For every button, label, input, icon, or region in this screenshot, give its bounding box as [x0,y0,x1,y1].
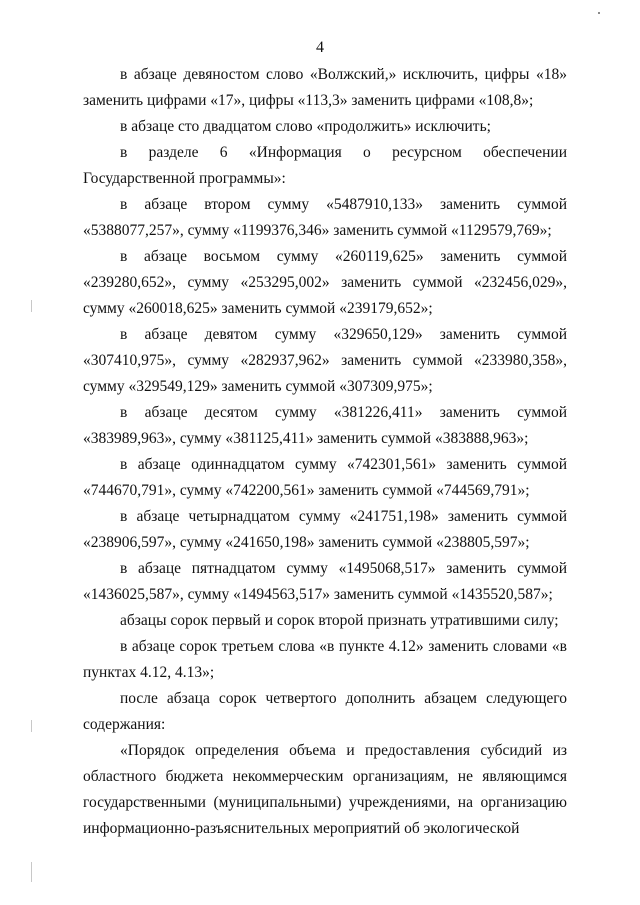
paragraph-2: в абзаце сто двадцатом слово «продолжить» исключить; [120,118,491,135]
scan-mark-top-right [598,12,600,14]
paragraph-13: после абзаца сорок четвертого дополнить абзацем следующего содержания: [83,690,567,733]
document-body [83,62,567,842]
paragraph-11: абзацы сорок первый и сорок второй признать утратившими силу; [120,612,559,629]
page-number: 4 [316,39,324,56]
paragraph-14: «Порядок определения объема и предоставления субсидий из областного бюджета некоммерческим организациям, не являющимся государственными (муниципальными) учреждениями, на организацию информационно-разъяснительных мероприятий об экологической [83,742,567,837]
paragraph-4: в абзаце втором сумму «5487910,133» заменить суммой «5388077,257», сумму «1199376,346» заменить суммой «1129579,769»; [83,196,567,239]
paragraph-5: в абзаце восьмом сумму «260119,625» заменить суммой «239280,652», сумму «253295,002» заменить суммой «232456,029», сумму «260018,625» заменить суммой «239179,652»; [83,248,567,317]
scan-mark-left-2 [31,720,32,732]
scan-mark-left-1 [31,300,32,312]
paragraph-12: в абзаце сорок третьем слова «в пункте 4.12» заменить словами «в пунктах 4.12, 4.13»; [83,638,567,681]
paragraph-3: в разделе 6 «Информация о ресурсном обеспечении Государственной программы»: [83,144,567,187]
paragraph-8: в абзаце одиннадцатом сумму «742301,561» заменить суммой «744670,791», сумму «742200,561» заменить суммой «744569,791»; [83,456,567,499]
paragraph-9: в абзаце четырнадцатом сумму «241751,198» заменить суммой «238906,597», сумму «241650,198» заменить суммой «238805,597»; [83,508,567,551]
paragraph-6: в абзаце девятом сумму «329650,129» заменить суммой «307410,975», сумму «282937,962» заменить суммой «233980,358», сумму «329549,129» заменить суммой «307309,975»; [83,326,567,395]
scan-mark-left-3 [31,862,32,882]
paragraph-1: в абзаце девяностом слово «Волжский,» исключить, цифры «18» заменить цифрами «17», цифры «113,3» заменить цифрами «108,8»; [83,66,567,109]
paragraph-10: в абзаце пятнадцатом сумму «1495068,517» заменить суммой «1436025,587», сумму «1494563,517» заменить суммой «1435520,587»; [83,560,567,603]
paragraph-7: в абзаце десятом сумму «381226,411» заменить суммой «383989,963», сумму «381125,411» заменить суммой «383888,963»; [83,404,567,447]
